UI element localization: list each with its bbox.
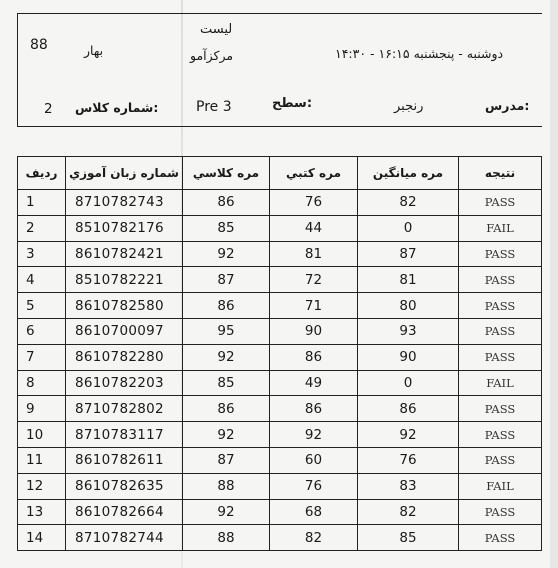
written-score: 82 <box>270 525 358 551</box>
table-row <box>18 215 542 241</box>
class-number-label: شماره کلاس: <box>75 100 159 115</box>
written-score: 68 <box>270 499 358 525</box>
row-index: 8 <box>18 370 66 396</box>
class-score: 92 <box>183 241 270 267</box>
written-score: 49 <box>270 370 358 396</box>
list-title: لیست <box>200 22 233 37</box>
class-score: 87 <box>183 447 270 473</box>
term-number: 88 <box>30 37 48 53</box>
table-row <box>18 396 542 422</box>
row-index: 14 <box>18 525 66 551</box>
average-score: 0 <box>358 215 459 241</box>
result: PASS <box>459 396 542 422</box>
row-index: 12 <box>18 473 66 499</box>
term-label: بهار <box>84 43 104 58</box>
student-id: 8610782611 <box>66 447 183 473</box>
written-score: 86 <box>270 396 358 422</box>
average-score: 93 <box>358 318 459 344</box>
row-index: 6 <box>18 318 66 344</box>
written-score: 76 <box>270 190 358 216</box>
table-row <box>18 241 542 267</box>
average-score: 82 <box>358 499 459 525</box>
average-score: 85 <box>358 525 459 551</box>
col-header-student-id: شماره زبان آموزي <box>66 157 183 190</box>
written-score: 90 <box>270 318 358 344</box>
class-score: 85 <box>183 215 270 241</box>
class-score: 92 <box>183 499 270 525</box>
average-score: 90 <box>358 344 459 370</box>
schedule-text: دوشنبه - پنجشنبه ۱۶:۱۵ - ۱۴:۳۰ <box>335 46 504 61</box>
result: PASS <box>459 241 542 267</box>
col-header-written-score: مره كتبي <box>270 157 358 190</box>
student-id: 8710782743 <box>66 190 183 216</box>
written-score: 44 <box>270 215 358 241</box>
row-index: 2 <box>18 215 66 241</box>
average-score: 86 <box>358 396 459 422</box>
written-score: 86 <box>270 344 358 370</box>
col-header-index: ردیف <box>18 157 66 190</box>
written-score: 92 <box>270 422 358 448</box>
class-score: 88 <box>183 473 270 499</box>
class-score: 92 <box>183 422 270 448</box>
written-score: 81 <box>270 241 358 267</box>
row-index: 5 <box>18 293 66 319</box>
result: PASS <box>459 525 542 551</box>
class-score: 92 <box>183 344 270 370</box>
row-index: 13 <box>18 499 66 525</box>
class-score: 86 <box>183 293 270 319</box>
row-index: 7 <box>18 344 66 370</box>
result: PASS <box>459 344 542 370</box>
scan-edge <box>550 0 558 568</box>
student-id: 8710782802 <box>66 396 183 422</box>
result: FAIL <box>459 215 542 241</box>
table-row <box>18 190 542 216</box>
table-row <box>18 344 542 370</box>
table-row <box>18 422 542 448</box>
student-id: 8610782664 <box>66 499 183 525</box>
row-index: 11 <box>18 447 66 473</box>
class-score: 87 <box>183 267 270 293</box>
average-score: 0 <box>358 370 459 396</box>
average-score: 80 <box>358 293 459 319</box>
student-id: 8510782176 <box>66 215 183 241</box>
col-header-result: نتيجه <box>459 157 542 190</box>
class-score: 85 <box>183 370 270 396</box>
written-score: 72 <box>270 267 358 293</box>
center-name: مرکزآمو <box>190 48 234 63</box>
class-score: 95 <box>183 318 270 344</box>
result: PASS <box>459 267 542 293</box>
grades-table <box>17 156 542 551</box>
table-row <box>18 293 542 319</box>
row-index: 3 <box>18 241 66 267</box>
row-index: 1 <box>18 190 66 216</box>
written-score: 76 <box>270 473 358 499</box>
average-score: 82 <box>358 190 459 216</box>
result: PASS <box>459 190 542 216</box>
row-index: 4 <box>18 267 66 293</box>
class-score: 86 <box>183 396 270 422</box>
table-row <box>18 370 542 396</box>
result: FAIL <box>459 473 542 499</box>
level-value: Pre 3 <box>196 99 232 115</box>
average-score: 81 <box>358 267 459 293</box>
result: PASS <box>459 447 542 473</box>
level-label: سطح: <box>272 96 313 111</box>
col-header-class-score: مره كلاسي <box>183 157 270 190</box>
table-row <box>18 267 542 293</box>
student-id: 8710783117 <box>66 422 183 448</box>
average-score: 87 <box>358 241 459 267</box>
written-score: 60 <box>270 447 358 473</box>
result: PASS <box>459 499 542 525</box>
class-number-value: 2 <box>44 101 53 117</box>
student-id: 8610782635 <box>66 473 183 499</box>
class-score: 88 <box>183 525 270 551</box>
student-id: 8610782580 <box>66 293 183 319</box>
table-row <box>18 473 542 499</box>
row-index: 9 <box>18 396 66 422</box>
col-header-average: مره ميانگين <box>358 157 459 190</box>
average-score: 83 <box>358 473 459 499</box>
average-score: 92 <box>358 422 459 448</box>
table-row <box>18 499 542 525</box>
table-row <box>18 525 542 551</box>
student-id: 8610782421 <box>66 241 183 267</box>
teacher-label: مدرس: <box>485 98 530 113</box>
student-id: 8610700097 <box>66 318 183 344</box>
written-score: 71 <box>270 293 358 319</box>
row-index: 10 <box>18 422 66 448</box>
average-score: 76 <box>358 447 459 473</box>
result: PASS <box>459 318 542 344</box>
table-row <box>18 447 542 473</box>
teacher-value: رنجبر <box>394 99 424 114</box>
student-id: 8610782203 <box>66 370 183 396</box>
result: FAIL <box>459 370 542 396</box>
table-row <box>18 318 542 344</box>
result: PASS <box>459 422 542 448</box>
student-id: 8510782221 <box>66 267 183 293</box>
student-id: 8610782280 <box>66 344 183 370</box>
table-header-row <box>18 157 542 190</box>
class-score: 86 <box>183 190 270 216</box>
result: PASS <box>459 293 542 319</box>
student-id: 8710782744 <box>66 525 183 551</box>
